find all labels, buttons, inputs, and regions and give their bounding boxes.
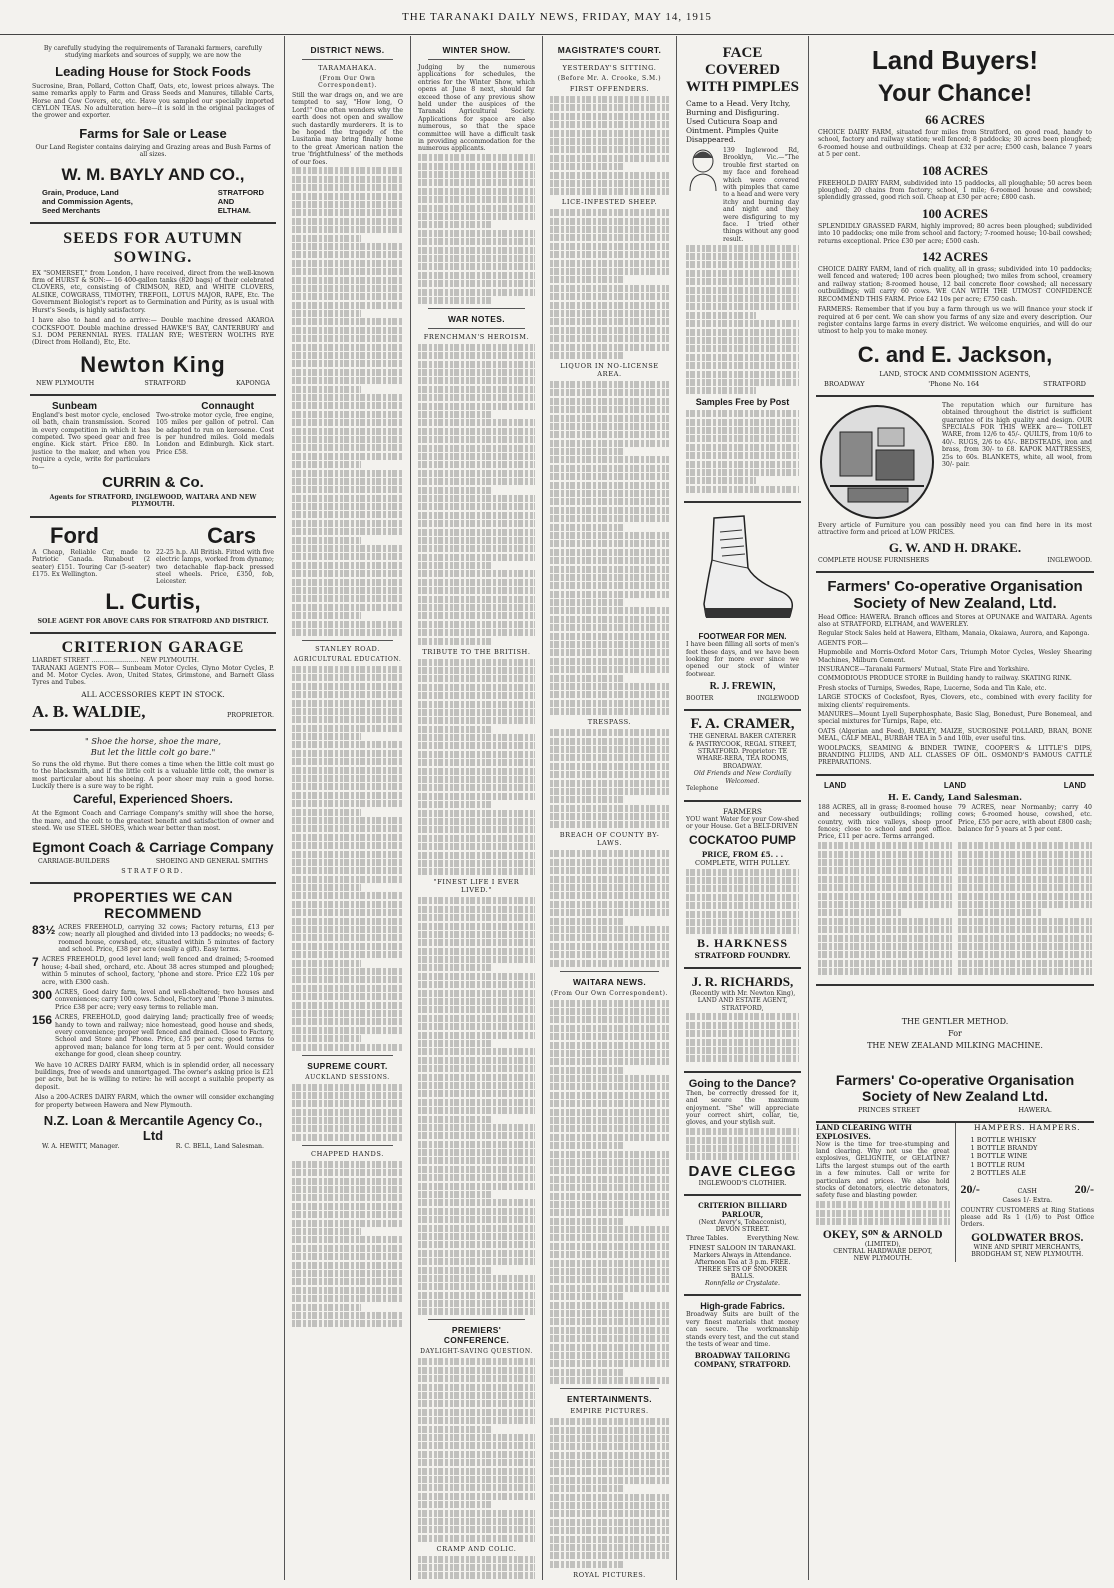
jackson-row: BROADWAY xyxy=(824,379,865,388)
section-heading: ENTERTAINMENTS. xyxy=(567,1394,652,1405)
careful-body: At the Egmont Coach and Carriage Company's smithy will shoe the horse, the mare, and the colt to the greatest benefit and satisfaction of owner and steed. We use STEEL SHOES, which wear better than most. xyxy=(32,810,274,833)
face-title: FACE COVERED xyxy=(704,45,780,78)
column-ads-middle xyxy=(678,36,807,1580)
goldwater-name: GOLDWATER BROS. xyxy=(971,1231,1084,1244)
samples-title: Samples Free by Post xyxy=(695,397,790,408)
nz-loan-salesman: R. C. BELL, Land Salesman. xyxy=(175,1143,264,1151)
currin-agents: Agents for STRATFORD, INGLEWOOD, WAITARA AND NEW PLYMOUTH. xyxy=(49,493,257,509)
clearing-body: Now is the time for tree-stumping and land clearing. Why not use the great explosives, GELIGNITE, or GELATINE? Lifts the largest stumps out of the earth in a few minutes. Call or write for particulars and prices. We also hold stocks of detonators, electric detonators, safety fuse and blasting powder. xyxy=(816,1140,950,1200)
land-label: LAND xyxy=(943,780,967,790)
bayly-town: STRATFORD xyxy=(217,187,264,197)
shoe-quote-line: But let the little colt go bare." xyxy=(90,746,216,757)
property-acres: 300 xyxy=(32,987,53,1002)
property-description: ACRES, Good dairy farm, level and well-sheltered; two houses and conveniences; carry 100 cows. School, Factory and 'Phone 3 minutes. Price £38 per acre; very easy terms to reliable man. xyxy=(55,988,274,1011)
criterion-advertisement xyxy=(30,634,276,731)
farms-headline: Farms for Sale or Lease xyxy=(79,125,227,141)
coop-row: PRINCES STREET xyxy=(858,1105,921,1114)
property-description: ACRES FREEHOLD, good level land; well fenced and drained; 5-roomed house; 4-bail shed, orchard, etc. About 38 acres stumped and ploughed; within 5 minutes of school, factory, 'phone and store. Price £22 10s per acre, with £300 cash. xyxy=(41,956,274,986)
candy-name: H. E. Candy, Land Salesman. xyxy=(887,791,1023,802)
listing-acres: 108 ACRES xyxy=(921,162,989,178)
newton-place: KAPONGA xyxy=(236,378,270,387)
billiard-tea: Afternoon Tea at 3 p.m. FREE. xyxy=(694,1259,791,1267)
body-text-lines xyxy=(958,842,1092,975)
frewin-name: R. J. FREWIN, xyxy=(709,681,776,693)
farms-body: Our Land Register contains dairying and Grazing areas and Bush Farms of all sizes. xyxy=(35,143,271,159)
boot-illustration-icon xyxy=(686,508,801,628)
hamper-note: Cases 1/- Extra. xyxy=(1002,1196,1053,1204)
seeds-advertisement xyxy=(30,224,276,396)
richards-sub: (Recently with Mr. Newton King), LAND AND ESTATE AGENT, STRATFORD, xyxy=(689,989,796,1012)
gentler-title: THE GENTLER METHOD. xyxy=(901,1016,1009,1026)
section-heading: SUPREME COURT. xyxy=(307,1060,388,1071)
coop-item: INSURANCE—Taranaki Farmers' Mutual, State Fire and Yorkshire. xyxy=(818,665,1030,673)
hamper-item: 1 BOTTLE BRANDY xyxy=(970,1143,1038,1152)
newton-king-logo: Newton King xyxy=(80,351,226,377)
chance-title: Your Chance! xyxy=(877,80,1033,107)
newton-place: STRATFORD xyxy=(144,378,186,387)
property-acres: 7 xyxy=(32,955,39,970)
cramer-advertisement xyxy=(684,711,801,801)
furniture-illustration-icon xyxy=(818,402,936,522)
okey-sub: NEW PLYMOUTH. xyxy=(853,1254,912,1262)
curtis-agents: SOLE AGENT FOR ABOVE CARS FOR STRATFORD AND DISTRICT. xyxy=(37,617,269,625)
body-text-lines xyxy=(292,666,403,1051)
body-text-lines xyxy=(818,842,952,975)
property-item xyxy=(32,1014,274,1058)
land-label: LAND xyxy=(824,780,847,790)
bayly-advertisement xyxy=(30,40,276,224)
column-winter-show xyxy=(412,36,541,1580)
criterion-body: TARANAKI AGENTS FOR— Sunbeam Motor Cycles, Clyno Motor Cycles, P. and M. Motor Cycles. Avon, United States, Grimstone, and Barnett Glass Tyres and Tubes. xyxy=(32,664,274,687)
body-text-lines xyxy=(418,659,535,876)
bayly-town: AND xyxy=(217,196,235,206)
face-body: 139 Inglewood Rd, Brooklyn, Vic.—"The trouble first started on my face and forehead which were covered with pimples that came to a head and were very itchy and burning day and night and they were disfiguring to my face. I tried other things without any good result. xyxy=(723,147,799,243)
cramer-telephone: Telephone xyxy=(686,785,719,793)
body-text-lines xyxy=(292,167,403,635)
bayly-role: Seed Merchants xyxy=(42,205,101,215)
footwear-title: FOOTWEAR FOR MEN. xyxy=(698,632,787,642)
property-description: ACRES FREEHOLD, carrying 32 cows; Factory returns, £13 per cow; nearly all ploughed and divided into 13 paddocks; no weeds; 6-roomed house, cowshed, etc, situated within 5 minutes of factory and school. Price, £38 per acre (easily a gift). Easy terms. xyxy=(58,923,274,953)
hamper-item: 1 BOTTLE WHISKY xyxy=(970,1135,1037,1144)
okey-sub: (LIMITED), xyxy=(864,1240,901,1248)
milking-title: THE NEW ZEALAND MILKING MACHINE. xyxy=(867,1040,1043,1050)
subheading: FIRST OFFENDERS. xyxy=(569,85,650,93)
coop-item: Regular Stock Sales held at Hawera, Eltham, Manaia, Okaiawa, Aurora, and Kaponga. xyxy=(818,630,1090,638)
bayly-town: ELTHAM. xyxy=(217,205,251,215)
waldie-name: A. B. WALDIE, xyxy=(32,701,146,721)
sunbeam-title: Sunbeam xyxy=(52,400,98,412)
bottom-ads xyxy=(816,1123,1094,1262)
coop-item: AGENTS FOR— xyxy=(818,639,868,647)
body-text-lines xyxy=(550,1000,669,1385)
clegg-advertisement xyxy=(684,1073,801,1197)
body-text-lines xyxy=(550,96,669,195)
criterion-accessories: ALL ACCESSORIES KEPT IN STOCK. xyxy=(81,689,225,699)
cars-title: Cars xyxy=(207,522,256,548)
section-heading: WAITARA NEWS. xyxy=(572,976,647,987)
property-item xyxy=(32,1062,274,1092)
dance-body: Then, be correctly dressed for it, and secure the maximum enjoyment. "She" will appreciate your correct shirt, collar, tie, gloves, and your stylish suit. xyxy=(686,1089,799,1127)
column-ads-left xyxy=(24,36,282,1580)
currin-advertisement xyxy=(30,396,276,518)
subheading: (From Our Own Correspondent). xyxy=(318,75,377,89)
hamper-item: 2 BOTTLES ALE xyxy=(970,1169,1026,1178)
face-subtitle: Came to a Head. Very Itchy, Burning and Disfiguring. Used Cuticura Soap and Ointment. Pimples Quite Disappeared. xyxy=(686,99,791,144)
coop-body: Head Office: HAWERA. Branch offices and Stores at OPUNAKE and WAITARA. Agents also at STRATFORD, ELTHAM, and WAVERLEY. xyxy=(818,613,1092,628)
article-paragraph: Still the war drags on, and we are tempted to say, "How long, O Lord!" One often wonders why the earth does not open and swallow such dastardly murderers. It is to be hoped the tragedy of the Lusitania may bring finally home to the great American nation the true 'frightfulness' of the methods of our foes. xyxy=(292,92,403,166)
properties-advertisement xyxy=(30,884,276,1157)
subheading: (Before Mr. A. Crooke, S.M.) xyxy=(557,75,662,82)
bayly-role: Grain, Produce, Land xyxy=(42,187,119,197)
criterion-title: CRITERION GARAGE xyxy=(61,639,245,657)
column-district-news xyxy=(286,36,409,1580)
shoe-body: So runs the old rhyme. But there comes a time when the little colt must go to the blacksmith, and if the little colt is a valuable little colt, the owner is most particular about his shoeing. A poor shoer may ruin a good horse. Luckily there is a sure way to be right. xyxy=(32,760,274,791)
jackson-row: STRATFORD xyxy=(1043,379,1086,388)
gentler-for: For xyxy=(948,1028,962,1038)
body-text-lines xyxy=(686,1128,799,1160)
drake-advertisement xyxy=(816,397,1094,573)
body-text-lines xyxy=(550,1418,669,1568)
sunbeam-body: England's best motor cycle, enclosed oil bath, chain transmission. Scored in every competition in which it has competed. Two speed gear and free engine. Kick start. Price £80. In justice to the maker, and when you require a cycle, write for particulars to— xyxy=(32,411,150,471)
column-rule xyxy=(676,36,677,1580)
billiard-snooker-sub: Ronnfella or Crystalate. xyxy=(705,1280,780,1288)
body-text-lines xyxy=(418,1358,535,1541)
column-magistrates-court xyxy=(544,36,675,1580)
body-text-lines xyxy=(292,1161,403,1327)
body-text-lines xyxy=(550,729,669,828)
coop-title: Society of New Zealand Ltd. xyxy=(862,1087,1048,1104)
section-heading: WAR NOTES. xyxy=(447,313,506,324)
subheading: LIQUOR IN NO-LICENSE AREA. xyxy=(560,361,659,378)
frewin-advertisement xyxy=(684,503,801,711)
currin-name: CURRIN & Co. xyxy=(102,473,204,491)
body-text-lines xyxy=(550,850,669,966)
clearing-title: LAND CLEARING WITH EXPLOSIVES. xyxy=(816,1122,912,1141)
okey-advertisement xyxy=(816,1123,956,1262)
land-buyers-title: Land Buyers! xyxy=(871,45,1039,75)
bayly-intro: By carefully studying the requirements of Taranaki farmers, carefully studying markets and sources of supply, we are now the xyxy=(43,45,263,60)
egmont-town: STRATFORD. xyxy=(121,866,185,875)
column-rule xyxy=(542,36,543,1580)
newton-place: NEW PLYMOUTH xyxy=(36,378,95,387)
subheading: ROYAL PICTURES. xyxy=(573,1570,646,1579)
cockatoo-price: PRICE, FROM £5. . . xyxy=(701,850,784,860)
cramer-name: F. A. CRAMER, xyxy=(690,716,795,733)
hamper-price: 20/- xyxy=(1074,1181,1094,1196)
properties-headline: PROPERTIES WE CAN RECOMMEND xyxy=(73,888,233,921)
column-rule xyxy=(284,36,285,1580)
farm-listing-list xyxy=(818,112,1092,303)
hamper-price: 20/- xyxy=(960,1181,980,1196)
coop-item: OATS (Algerian and Feed), BARLEY, MAIZE, SUCROSINE POLLARD, BRAN, BONE MEAL, CALF MEAL, BURBAH TEA in 5 and 10lb, ever useful tins. xyxy=(818,727,1092,743)
listing-acres: 66 ACRES xyxy=(925,112,985,127)
harkness-advertisement xyxy=(684,802,801,969)
hamper-list xyxy=(961,1136,1095,1178)
body-text-lines xyxy=(292,1084,403,1141)
body-text-lines xyxy=(686,245,799,395)
ford-advertisement xyxy=(30,518,276,634)
harkness-name: B. HARKNESS xyxy=(696,935,789,950)
broadway-name: BROADWAY TAILORING COMPANY, STRATFORD. xyxy=(694,1351,791,1370)
coop-item: WOOLPACKS, SEAMING & BINDER TWINE, COOPER'S & LITTLE'S DIPS, BRANDING FLUIDS, AND ALL CLASSES OF OIL. OSMOND'S FAMOUS CATTLE PREPARATIONS. xyxy=(818,744,1092,767)
drake-sub: INGLEWOOD. xyxy=(1047,556,1092,564)
listing-description: FREEHOLD DAIRY FARM, subdivided into 15 paddocks, all ploughable; 50 acres been ploughed; 20 chains from factory; school, 1 mile; 6-roomed house and cowshed; splendidly grassed, good rich soil. Cheap at £30 per acre; £800 cash. xyxy=(818,179,1092,202)
billiard-saloon: FINEST SALOON IN TARANAKI. xyxy=(689,1244,796,1253)
subheading: TRIBUTE TO THE BRITISH. xyxy=(422,647,531,656)
column-rule xyxy=(410,36,411,1580)
shoe-quote-line: " Shoe the horse, shoe the mare, xyxy=(85,735,221,746)
criterion-address: LIARDET STREET ........................ NEW PLYMOUTH. xyxy=(32,657,199,665)
nz-loan-manager: W. A. HEWITT, Manager. xyxy=(42,1143,120,1151)
okey-name: OKEY, Sᴼᴺ & ARNOLD xyxy=(822,1228,943,1241)
coop-row: HAWERA. xyxy=(1018,1105,1052,1114)
broadway-advertisement xyxy=(684,1296,801,1376)
curtis-name: L. Curtis, xyxy=(105,588,201,614)
egmont-sub: SHOEING AND GENERAL SMITHS xyxy=(155,857,268,865)
drake-sub: COMPLETE HOUSE FURNISHERS xyxy=(818,556,930,564)
property-acres: 156 xyxy=(32,1013,53,1028)
property-description: ACRES, FREEHOLD, good dairying land; practically free of weeds; handy to town and railway; nice homestead, good house and sheds, every convenience; proper well fenced and drained. Close to Factory, School and Store and 'Phone. Price, £35 per acre; good terms to approved man; balance for long term at 5 per cent. Would consider exchange for good, clean sheep country. xyxy=(55,1014,274,1059)
property-item xyxy=(32,956,274,986)
listing-description: SPLENDIDLY GRASSED FARM, highly improved; 80 acres been ploughed; subdivided into 10 paddocks; one mile from school and factory; 7-roomed house; 10-bail cowshed; returns exceptional. Price £30 per acre; £500 cash. xyxy=(818,222,1092,245)
highgrade-title: High-grade Fabrics. xyxy=(700,1301,785,1312)
subheading: "FINEST LIFE I EVER LIVED." xyxy=(433,878,520,895)
subheading: LICE-INFESTED SHEEP. xyxy=(561,198,658,207)
section-heading: MAGISTRATE'S COURT. xyxy=(557,45,662,55)
subheading: DAYLIGHT-SAVING QUESTION. xyxy=(420,1348,533,1356)
coop-title: Farmers' Co-operative Organisation xyxy=(827,577,1083,595)
egmont-sub: CARRIAGE-BUILDERS xyxy=(38,857,110,865)
billiard-tables: Everything New. xyxy=(746,1235,799,1243)
drake-body-2: Every article of Furniture you can possibly need you can find here in its most attractive form and priced at LOW PRICES. xyxy=(818,521,1092,537)
body-text-lines xyxy=(418,344,535,645)
footwear-body: I have been filling all sorts of men's feet these days, and we have been looking for more ever since we opened our stock of winter footwear. xyxy=(686,641,799,678)
section-heading: DISTRICT NEWS. xyxy=(310,45,385,55)
hamper-cash: CASH xyxy=(1017,1186,1037,1195)
subheading: (From Our Own Correspondent). xyxy=(550,989,669,997)
subheading: TRESPASS. xyxy=(587,718,632,727)
nz-loan-name: N.Z. Loan & Mercantile Agency Co., Ltd xyxy=(43,1113,263,1144)
subheading: AGRICULTURAL EDUCATION. xyxy=(293,655,402,663)
coop-advertisement xyxy=(816,573,1094,776)
okey-sub: CENTRAL HARDWARE DEPOT, xyxy=(833,1247,933,1255)
property-item xyxy=(32,989,274,1011)
harkness-foundry: STRATFORD FOUNDRY. xyxy=(694,950,791,960)
clegg-sub: INGLEWOOD'S CLOTHIER. xyxy=(698,1180,787,1188)
candy-listing: 79 ACRES, near Normanby; carry 40 cows; 6-roomed house, cowshed, etc. Price, £55 per acre, with about £800 cash; balance for 5 years at 5 per cent. xyxy=(958,803,1092,834)
billiard-title: CRITERION BILLIARD PARLOUR, xyxy=(698,1201,787,1220)
body-text-lines xyxy=(550,209,669,359)
subheading: AUCKLAND SESSIONS. xyxy=(305,1073,390,1081)
body-text-lines xyxy=(418,154,535,304)
cockatoo-complete: COMPLETE, WITH PULLEY. xyxy=(695,859,790,868)
subheading: STANLEY ROAD. xyxy=(315,644,380,653)
column-ads-right xyxy=(810,36,1100,1580)
body-text-lines xyxy=(816,1201,950,1225)
seeds-list: I have also to hand and to arrive:— Double machine dressed AKAROA COCKSFOOT. Double machine dressed HAWKE'S BAY, CANTERBURY and S.I. DOM PERENNIAL RYES. ITALIAN RYE; WESTERN WOLTHS RYE (Direct from Holland), Etc, Etc. xyxy=(32,317,274,347)
subheading: FRENCHMAN'S HEROISM. xyxy=(423,332,530,341)
cockatoo-title: COCKATOO PUMP xyxy=(689,833,796,848)
body-text-lines xyxy=(418,1556,535,1580)
goldwater-sub: WINE AND SPIRIT MERCHANTS, xyxy=(973,1243,1081,1251)
connaught-body: Two-stroke motor cycle, free engine, 105 miles per gallon of petrol. Can be adapted to run on kerosene. Cost is per hundred miles. Gold medals London and Edinburgh. Kick start. Price £58. xyxy=(156,411,274,456)
listing-description: CHOICE DAIRY FARM, situated four miles from Stratford, on good road, handy to school, factory and railway station; well fenced; 8 paddocks; 30 acres been ploughed; 6-roomed house and outbuildings. Cheap at £32 per acre; £500 cash, balance 7 years at 5 per cent. xyxy=(818,129,1092,159)
column-rule xyxy=(808,36,809,1580)
ford-right-text: 22-25 h.p. All British. Fitted with five electric lamps, worked from dynamo; two detachable flap-back pressed steel wheels. Price, £350, fob, Leicester. xyxy=(156,548,274,586)
jackson-row: 'Phone No. 164 xyxy=(928,379,980,388)
portrait-illustration-icon xyxy=(686,147,720,191)
listing-acres: 142 ACRES xyxy=(921,249,989,265)
coop-item: Fresh stocks of Turnips, Swedes, Rape, Lucerne, Soda and Tin Kale, etc. xyxy=(818,684,1047,692)
cramer-note: Old Friends and New Cordially Welcomed. xyxy=(693,770,792,785)
clegg-name: DAVE CLEGG xyxy=(688,1163,797,1181)
waldie-role: PROPRIETOR. xyxy=(227,710,274,719)
connaught-title: Connaught xyxy=(201,400,254,412)
seeds-body: EX "SOMERSET," from London, I have received, direct from the well-known firm of HURST & SON:— 16 400-gallon tanks (820 bags) of their celebrated CLOVERS, etc, consisting of CRIMSON, RED, and WHITE CLOVERS, ALSIKE, COWGRASS, TIMOTHY, TREFOIL, LOTUS MAJOR, RAPE, Etc. The Government Biologist's report as to Germination and Purity, as is usual with Hurst's Seeds, is highly satisfactory. xyxy=(32,269,274,314)
section-heading: WINTER SHOW. xyxy=(442,45,511,55)
coop-item: Hupmobile and Morris-Oxford Motor Cars, Triumph Motor Cycles, Wesley Shearing Machines, Milburn Cement. xyxy=(818,649,1092,664)
drake-name: G. W. AND H. DRAKE. xyxy=(888,539,1022,555)
hampers-title: HAMPERS. HAMPERS. xyxy=(973,1122,1081,1132)
property-description: We have 10 ACRES DAIRY FARM, which is in splendid order, all necessary buildings, free of weeds and unmortgaged. The owner's asking price is £21 per acre, but he is willing to retire: he will accept a suitable property as deposit. xyxy=(35,1061,274,1091)
subheading: YESTERDAY'S SITTING. xyxy=(562,64,657,72)
drake-body: The reputation which our furniture has obtained throughout the district is sufficient guarantee of its high quality and design. OUR SPECIALS FOR THIS WEEK are— TOILET WARE, from 12/6 to 45/-. QUILTS, from 10/6 to 40/-. RUGS, 2/6 to 45/-. BEDSTEADS, iron and brass, from 30/- to £8. KAPOK MATTRESSES, 25s to 60s. BLANKETS, white, all wool, from 30/- pair. xyxy=(942,401,1092,468)
richards-name: J. R. RICHARDS, xyxy=(691,973,794,989)
egmont-name: Egmont Coach & Carriage Company xyxy=(32,838,274,855)
coop-item: MANURES—Mount Lyell Superphosphate, Basic Slag, Bonedust, Pure Bonemeal, and special mixtures for Turnips, Rape, etc. xyxy=(818,711,1092,726)
bayly-body: Sucrosine, Bran, Pollard, Cotton Chaff, Oats, etc, lowest prices always. The same remarks apply to Farm and Grass Seeds and Manures, tillable Carts, Horse and Cow Covers, etc, etc. Have you sampled our specially imported CEYLON TEAS. No adulteration here—it is sold in the original packages of the grower and exporter. xyxy=(32,82,274,120)
ford-left-text: A Cheap, Reliable Car, made to Patriotic Canada. Runabout (2 seater) £151. Touring Car (5-seater) £175. Ex Wellington. xyxy=(32,548,150,578)
land-buyers-advertisement xyxy=(816,40,1094,397)
property-description: Also a 200-ACRES DAIRY FARM, which the owner will consider exchanging for property between Hawera and New Plymouth. xyxy=(35,1094,274,1109)
frewin-sub: INGLEWOOD xyxy=(757,695,799,703)
listing-acres: 100 ACRES xyxy=(921,205,989,221)
goldwater-sub: BRODGHAM ST, NEW PLYMOUTH. xyxy=(971,1250,1084,1258)
farmers-body: YOU want Water for your Cow-shed or your House. Get a BELT-DRIVEN xyxy=(686,815,799,830)
subheading: TARAMAHAKA. xyxy=(318,64,377,72)
bayly-role: and Commission Agents, xyxy=(42,196,133,206)
billiard-advertisement xyxy=(684,1196,801,1296)
goldwater-advertisement xyxy=(956,1123,1095,1262)
coop-title: Farmers' Co-operative Organisation xyxy=(835,1071,1075,1088)
billiard-markers: Markers Always in Attendance. xyxy=(693,1252,792,1260)
candy-listing: 188 ACRES, all in grass; 8-roomed house and necessary outbuildings; rolling country, with nice valleys, sheep proof fences; close to school and post office. Price, £11 per acre. Terms arranged. xyxy=(818,803,952,841)
bayly-headline: Leading House for Stock Foods xyxy=(55,63,251,79)
frewin-sub: BOOTER xyxy=(686,695,714,703)
coop-item: COMMODIOUS PRODUCE STORE in Building handy to railway. SKATING RINK. xyxy=(818,675,1072,683)
subheading: BREACH OF COUNTY BY-LAWS. xyxy=(559,831,660,848)
bayly-name: W. M. BAYLY AND CO., xyxy=(61,164,245,184)
careful-headline: Careful, Experienced Shoers. xyxy=(73,794,233,807)
billiard-sub: DEVON STREET. xyxy=(715,1226,770,1234)
face-title: WITH PIMPLES xyxy=(686,79,799,95)
coop-list xyxy=(818,630,1092,767)
candy-advertisement xyxy=(816,776,1094,986)
milking-advertisement xyxy=(816,986,1094,1123)
highgrade-body: Broadway Suits are built of the very finest materials that money can secure. The workmanship stands every test, and the cut stand the tests of wear and time. xyxy=(686,1311,799,1348)
property-list xyxy=(32,924,274,1109)
article-paragraph: Judging by the numerous applications for schedules, the entries for the Winter Show, which opens at June 8 next, should far exceed those of any previous show held under the auspices of the Taranaki Agricultural Society. Applications for space are also numerous, so that the space committee will have a difficult task in providing accommodation for the numerous applicants. xyxy=(418,64,535,153)
body-text-lines xyxy=(686,869,799,935)
egmont-advertisement xyxy=(30,731,276,884)
subheading: CRAMP AND COLIC. xyxy=(436,1544,517,1553)
masthead: THE TARANAKI DAILY NEWS, FRIDAY, MAY 14, 1915 xyxy=(0,0,1114,35)
country-note: COUNTRY CUSTOMERS at Ring Stations please add Rs 1 (1/6) to Post Office Orders. xyxy=(960,1206,1094,1229)
seeds-headline: SEEDS FOR AUTUMN SOWING. xyxy=(63,229,243,266)
coop-title: Society of New Zealand, Ltd. xyxy=(853,594,1057,612)
billiard-snooker: THREE SETS OF SNOOKER BALLS. xyxy=(697,1266,788,1281)
body-text-lines xyxy=(686,410,799,493)
billiard-tables: Three Tables. xyxy=(686,1235,729,1243)
section-heading: PREMIERS' CONFERENCE. xyxy=(443,1325,510,1346)
body-text-lines xyxy=(550,381,669,715)
property-item xyxy=(32,924,274,954)
subheading: EMPIRE PICTURES. xyxy=(570,1407,649,1416)
farmers-title: FARMERS xyxy=(723,806,762,816)
coop-item: LARGE STOCKS of Cocksfoot, Ryes, Clovers, etc., combined with every facility for mixing clients' requirements. xyxy=(818,694,1092,709)
billiard-sub: (Next Avery's, Tobacconist), xyxy=(698,1219,787,1227)
hamper-item: 1 BOTTLE WINE xyxy=(970,1152,1028,1161)
body-text-lines xyxy=(418,897,535,1315)
land-label: LAND xyxy=(1063,780,1086,790)
listing-description: CHOICE DAIRY FARM, land of rich quality, all in grass; subdivided into 10 paddocks; well fenced and watered; 100 acres been ploughed; two miles from school, creamery and railway station; 8-roomed house, 12 bail concrete floor cowshed; all necessary outbuildings; will carry 60 cows. WE CAN WITH THE UTMOST CONFIDENCE RECOMMEND THIS FARM. Price £42 10s per acre; £750 cash. xyxy=(818,266,1092,303)
jackson-name: C. and E. Jackson, xyxy=(857,341,1053,367)
jackson-sub: LAND, STOCK AND COMMISSION AGENTS, xyxy=(879,369,1031,378)
cramer-sub: THE GENERAL BAKER CATERER & PASTRYCOOK, REGAL STREET, STRATFORD. Proprietor: TE WHARE-RERA, TEA ROOMS, BROADWAY. xyxy=(688,733,797,770)
body-text-lines xyxy=(686,1013,799,1062)
dance-title: Going to the Dance? xyxy=(688,1077,797,1090)
property-item xyxy=(32,1094,274,1109)
subheading: CHAPPED HANDS. xyxy=(311,1149,384,1158)
hamper-item: 1 BOTTLE RUM xyxy=(970,1160,1025,1169)
farmers-note: FARMERS: Remember that if you buy a farm through us we will finance your stock if required at 6 per cent. We can show you farms of any size and every description. Our register contains large farms in every district. We welcome enquiries, and will do our utmost to help you to make money. xyxy=(818,306,1092,336)
richards-advertisement xyxy=(684,969,801,1073)
cuticura-advertisement xyxy=(684,40,801,503)
property-acres: 83½ xyxy=(32,922,56,937)
ford-title: Ford xyxy=(50,522,99,548)
